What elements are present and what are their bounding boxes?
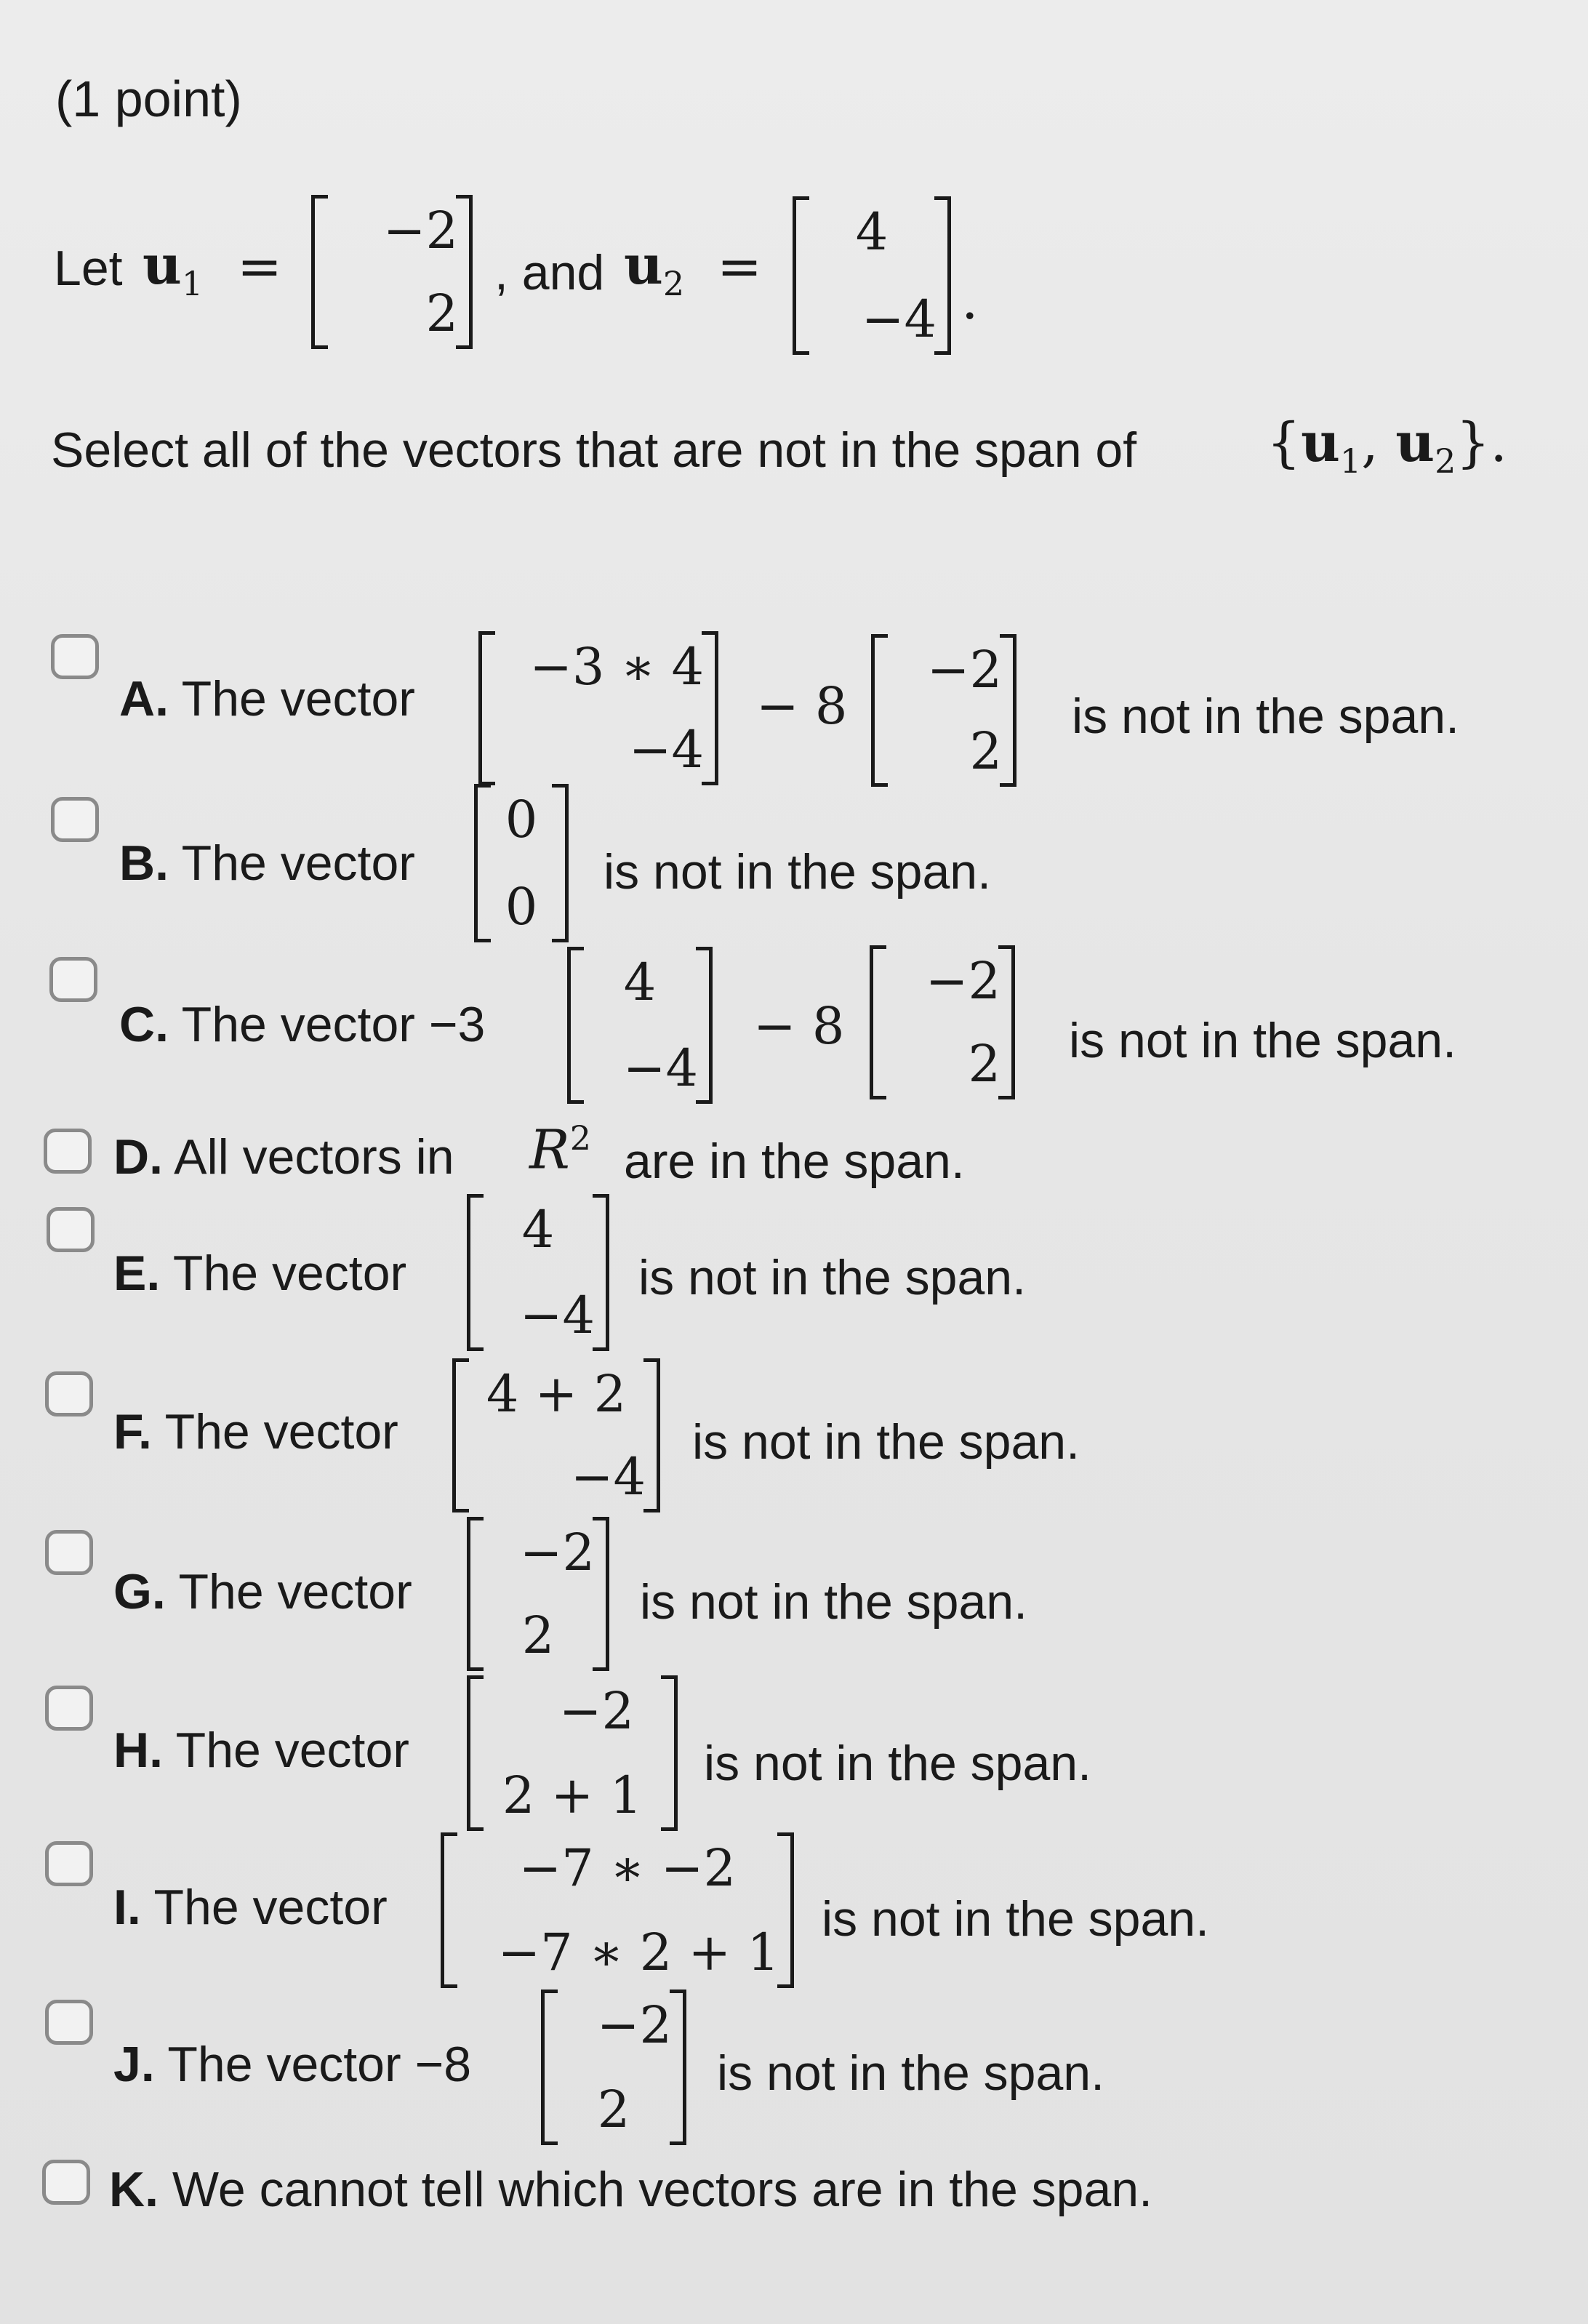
checkbox-k[interactable]	[42, 2160, 90, 2205]
option-g-entry-1: −2	[519, 1523, 595, 1582]
option-g-vector	[467, 1517, 609, 1671]
let-label: Let	[54, 241, 123, 296]
instruction-text: Select all of the vectors that are not in the span of	[51, 422, 1137, 478]
checkbox-a[interactable]	[51, 634, 99, 679]
option-f-entry-2: −4	[570, 1447, 646, 1507]
period: .	[961, 269, 979, 332]
u1-symbol: $u_1$	[143, 234, 204, 303]
option-f-label[interactable]: F. The vector	[113, 1404, 398, 1459]
option-e-suffix: is not in the span.	[638, 1250, 1027, 1305]
option-a-vector-2	[871, 634, 1016, 787]
option-c-vector-1	[567, 947, 713, 1104]
u2-entry-1: 4	[855, 202, 889, 262]
checkbox-c[interactable]	[49, 957, 97, 1002]
u1-entry-1: −2	[382, 201, 458, 260]
option-h-vector	[467, 1675, 678, 1831]
option-i-label[interactable]: I. The vector	[113, 1880, 388, 1935]
option-h-suffix: is not in the span.	[704, 1736, 1092, 1791]
option-b-entry-2: 0	[505, 877, 538, 937]
equals-sign: =	[237, 236, 283, 298]
option-b-vector	[474, 784, 569, 942]
option-a-v2-entry-2: 2	[969, 721, 1002, 781]
option-c-v1-entry-2: −4	[622, 1038, 698, 1098]
option-j-entry-2: 2	[597, 2080, 630, 2139]
option-g-entry-2: 2	[521, 1606, 555, 1665]
u1-vector	[311, 195, 473, 349]
option-d-suffix: are in the span.	[624, 1134, 965, 1189]
option-c-v2-entry-2: 2	[968, 1034, 1000, 1094]
option-f-entry-1: 4 + 2	[486, 1364, 627, 1424]
option-c-vector-2	[870, 945, 1015, 1099]
u2-entry-2: −4	[861, 289, 937, 349]
option-c-label[interactable]: C. The vector −3	[119, 997, 486, 1052]
checkbox-i[interactable]	[45, 1841, 93, 1886]
option-e-label[interactable]: E. The vector	[113, 1246, 407, 1301]
u2-symbol: $u_2$	[624, 234, 685, 303]
and-label: , and	[494, 245, 605, 300]
option-f-suffix: is not in the span.	[692, 1414, 1080, 1470]
option-j-entry-1: −2	[596, 1995, 672, 2055]
option-c-minus-8: − 8	[753, 996, 845, 1056]
option-d-space: $R^2$	[529, 1118, 591, 1182]
u1-entry-2: 2	[425, 284, 458, 343]
option-e-vector	[467, 1194, 609, 1351]
option-a-vector-1	[478, 631, 718, 785]
checkbox-e[interactable]	[47, 1207, 95, 1252]
checkbox-d[interactable]	[44, 1129, 92, 1174]
u2-vector	[793, 196, 951, 355]
checkbox-g[interactable]	[45, 1530, 93, 1575]
option-a-suffix: is not in the span.	[1072, 689, 1460, 744]
checkbox-b[interactable]	[51, 797, 99, 842]
option-b-suffix: is not in the span.	[603, 844, 992, 899]
option-i-entry-2: −7 ∗ 2 + 1	[497, 1923, 779, 1982]
option-c-v2-entry-1: −2	[925, 951, 1000, 1011]
checkbox-f[interactable]	[45, 1371, 93, 1417]
option-g-suffix: is not in the span.	[640, 1574, 1028, 1630]
option-a-v1-entry-1: −3 ∗ 4	[529, 637, 704, 697]
option-c-suffix: is not in the span.	[1069, 1013, 1457, 1068]
checkbox-j[interactable]	[45, 2000, 93, 2045]
option-i-vector	[441, 1832, 794, 1988]
option-a-label[interactable]: A. The vector	[119, 671, 415, 726]
option-a-minus-8: − 8	[756, 676, 848, 736]
option-c-v1-entry-1: 4	[623, 953, 657, 1012]
option-j-label[interactable]: J. The vector −8	[113, 2037, 472, 2092]
option-g-label[interactable]: G. The vector	[113, 1564, 412, 1619]
points-label: (1 point)	[55, 71, 242, 127]
checkbox-h[interactable]	[45, 1686, 93, 1731]
option-j-suffix: is not in the span.	[717, 2045, 1105, 2101]
option-h-entry-1: −2	[558, 1681, 634, 1741]
option-e-entry-1: 4	[521, 1200, 555, 1259]
equals-sign-2: =	[717, 236, 763, 298]
option-h-label[interactable]: H. The vector	[113, 1723, 409, 1778]
option-i-suffix: is not in the span.	[822, 1891, 1210, 1947]
option-a-v1-entry-2: −4	[628, 720, 704, 780]
option-i-entry-1: −7 ∗ −2	[518, 1838, 736, 1898]
span-set: {$u_1$, $u_2$}.	[1267, 412, 1507, 481]
option-f-vector	[452, 1358, 660, 1512]
option-e-entry-2: −4	[519, 1286, 595, 1345]
option-a-v2-entry-1: −2	[926, 640, 1002, 700]
option-b-entry-1: 0	[505, 790, 538, 849]
option-d-label[interactable]: D. All vectors in	[113, 1129, 454, 1185]
option-j-vector	[541, 1990, 686, 2145]
option-k-label[interactable]: K. We cannot tell which vectors are in the span.	[109, 2162, 1153, 2217]
option-b-label[interactable]: B. The vector	[119, 836, 415, 891]
option-h-entry-2: 2 + 1	[502, 1766, 643, 1825]
